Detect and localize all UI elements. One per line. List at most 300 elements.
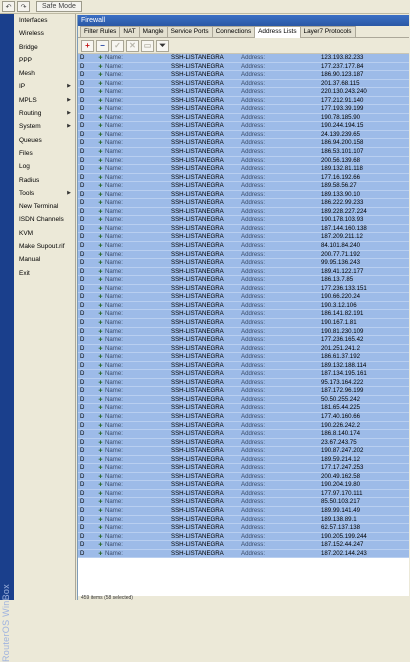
name-label: Name: bbox=[105, 293, 123, 301]
table-row[interactable] bbox=[78, 345, 409, 354]
address-cell: 190.3.12.106 bbox=[321, 301, 357, 309]
address-cell: 200.77.71.192 bbox=[321, 250, 360, 258]
table-row[interactable] bbox=[78, 285, 409, 294]
address-label: Address: bbox=[241, 207, 266, 215]
list-name-cell: SSH-LISTANEGRA bbox=[171, 71, 224, 79]
list-name-cell: SSH-LISTANEGRA bbox=[171, 464, 224, 472]
table-row[interactable] bbox=[78, 319, 409, 328]
entry-icon: ✚ bbox=[98, 140, 103, 147]
table-row[interactable] bbox=[78, 276, 409, 285]
menu-item-label: Tools bbox=[19, 189, 35, 197]
main-menu bbox=[14, 14, 76, 600]
flag-cell: D bbox=[80, 190, 85, 198]
menu-item-label: KVM bbox=[19, 229, 34, 237]
menu-item-mesh[interactable] bbox=[14, 67, 75, 80]
menu-item-label: Interfaces bbox=[19, 17, 48, 24]
tab-address-lists[interactable]: Address Lists bbox=[254, 26, 300, 38]
list-name-cell: SSH-LISTANEGRA bbox=[171, 387, 224, 395]
address-cell: 186.61.37.192 bbox=[321, 353, 360, 361]
list-name-cell: SSH-LISTANEGRA bbox=[171, 336, 224, 344]
address-cell: 62.57.137.138 bbox=[321, 524, 360, 532]
table-row[interactable] bbox=[78, 148, 409, 157]
address-cell: 190.167.1.81 bbox=[321, 318, 357, 326]
address-cell: 187.172.96.199 bbox=[321, 387, 364, 395]
chevron-right-icon: ▶ bbox=[67, 123, 71, 130]
table-row[interactable] bbox=[78, 122, 409, 131]
flag-cell: D bbox=[80, 361, 85, 369]
address-cell: 189.41.122.177 bbox=[321, 267, 364, 275]
table-row[interactable] bbox=[78, 216, 409, 225]
address-cell: 186.222.99.233 bbox=[321, 199, 364, 207]
name-label: Name: bbox=[105, 481, 123, 489]
entry-icon: ✚ bbox=[98, 499, 103, 506]
chevron-right-icon: ▶ bbox=[67, 110, 71, 117]
menu-item-ppp[interactable] bbox=[14, 54, 75, 67]
menu-item-radius[interactable] bbox=[14, 174, 75, 187]
table-row[interactable] bbox=[78, 490, 409, 499]
table-row[interactable] bbox=[78, 370, 409, 379]
flag-cell: D bbox=[80, 293, 85, 301]
menu-item-mpls[interactable] bbox=[14, 94, 75, 107]
table-row[interactable] bbox=[78, 473, 409, 482]
entry-icon: ✚ bbox=[98, 251, 103, 258]
flag-cell: D bbox=[80, 404, 85, 412]
name-label: Name: bbox=[105, 421, 123, 429]
brand-strip bbox=[0, 14, 14, 662]
table-row[interactable] bbox=[78, 328, 409, 337]
tab-nat[interactable]: NAT bbox=[119, 26, 139, 37]
list-name-cell: SSH-LISTANEGRA bbox=[171, 156, 224, 164]
address-label: Address: bbox=[241, 130, 266, 138]
comment-icon: ▭ bbox=[143, 41, 152, 50]
table-row[interactable] bbox=[78, 97, 409, 106]
flag-cell: D bbox=[80, 88, 85, 96]
address-label: Address: bbox=[241, 438, 266, 446]
address-cell: 190.244.194.15 bbox=[321, 122, 364, 130]
list-name-cell: SSH-LISTANEGRA bbox=[171, 293, 224, 301]
table-row[interactable] bbox=[78, 541, 409, 550]
table-row[interactable] bbox=[78, 191, 409, 200]
table-row[interactable] bbox=[78, 242, 409, 251]
menu-item-label: New Terminal bbox=[19, 203, 59, 211]
menu-item-exit[interactable] bbox=[14, 267, 75, 280]
name-label: Name: bbox=[105, 455, 123, 463]
table-row[interactable] bbox=[78, 533, 409, 542]
list-name-cell: SSH-LISTANEGRA bbox=[171, 430, 224, 438]
name-label: Name: bbox=[105, 113, 123, 121]
menu-item-queues[interactable] bbox=[14, 134, 75, 147]
name-label: Name: bbox=[105, 498, 123, 506]
address-cell: 189.138.89.1 bbox=[321, 515, 357, 523]
menu-item-routing[interactable] bbox=[14, 107, 75, 120]
flag-cell: D bbox=[80, 336, 85, 344]
table-row[interactable] bbox=[78, 259, 409, 268]
entry-icon: ✚ bbox=[98, 550, 103, 557]
table-row[interactable] bbox=[78, 71, 409, 80]
entry-icon: ✚ bbox=[98, 149, 103, 156]
menu-item-label: Queues bbox=[19, 136, 42, 144]
address-cell: 190.78.185.90 bbox=[321, 113, 360, 121]
menu-item-kvm[interactable] bbox=[14, 227, 75, 240]
entry-icon: ✚ bbox=[98, 217, 103, 224]
flag-cell: D bbox=[80, 370, 85, 378]
list-name-cell: SSH-LISTANEGRA bbox=[171, 489, 224, 497]
menu-item-log[interactable] bbox=[14, 160, 75, 173]
menu-item-make-supout-rif[interactable] bbox=[14, 240, 75, 253]
flag-cell: D bbox=[80, 233, 85, 241]
address-label: Address: bbox=[241, 182, 266, 190]
name-label: Name: bbox=[105, 318, 123, 326]
list-name-cell: SSH-LISTANEGRA bbox=[171, 524, 224, 532]
menu-item-manual[interactable] bbox=[14, 253, 75, 266]
table-row[interactable] bbox=[78, 413, 409, 422]
filter-icon: ⏷ bbox=[159, 40, 166, 50]
name-label: Name: bbox=[105, 259, 123, 267]
menu-item-new-terminal[interactable] bbox=[14, 200, 75, 213]
table-row[interactable] bbox=[78, 404, 409, 413]
entry-icon: ✚ bbox=[98, 422, 103, 429]
entry-icon: ✚ bbox=[98, 413, 103, 420]
name-label: Name: bbox=[105, 199, 123, 207]
table-row[interactable] bbox=[78, 88, 409, 97]
table-row[interactable] bbox=[78, 80, 409, 89]
address-cell: 177.212.91.140 bbox=[321, 96, 364, 104]
table-row[interactable] bbox=[78, 182, 409, 191]
table-row[interactable] bbox=[78, 302, 409, 311]
safe-mode-button[interactable]: Safe Mode bbox=[36, 1, 82, 12]
list-name-cell: SSH-LISTANEGRA bbox=[171, 165, 224, 173]
menu-item-ip[interactable] bbox=[14, 80, 75, 93]
tab-filter-rules[interactable]: Filter Rules bbox=[80, 26, 120, 37]
address-cell: 189.132.188.114 bbox=[321, 361, 367, 369]
address-label: Address: bbox=[241, 515, 266, 523]
list-name-cell: SSH-LISTANEGRA bbox=[171, 216, 224, 224]
list-name-cell: SSH-LISTANEGRA bbox=[171, 190, 224, 198]
tab-layer7-protocols[interactable]: Layer7 Protocols bbox=[300, 26, 356, 37]
table-row[interactable] bbox=[78, 430, 409, 439]
table-row[interactable] bbox=[78, 165, 409, 174]
address-label: Address: bbox=[241, 139, 266, 147]
flag-cell: D bbox=[80, 438, 85, 446]
menu-item-interfaces[interactable] bbox=[14, 14, 75, 27]
address-cell: 201.37.68.115 bbox=[321, 79, 360, 87]
redo-button[interactable] bbox=[17, 1, 30, 12]
enable-button[interactable] bbox=[111, 40, 124, 52]
menu-item-label: System bbox=[19, 123, 41, 131]
top-toolbar bbox=[0, 0, 409, 14]
menu-item-label: MPLS bbox=[19, 96, 37, 104]
menu-item-system[interactable] bbox=[14, 120, 75, 133]
table-row[interactable] bbox=[78, 54, 409, 63]
disable-button[interactable] bbox=[126, 40, 139, 52]
table-row[interactable] bbox=[78, 379, 409, 388]
flag-cell: D bbox=[80, 489, 85, 497]
address-label: Address: bbox=[241, 489, 266, 497]
table-row[interactable] bbox=[78, 550, 409, 559]
flag-cell: D bbox=[80, 455, 85, 463]
entry-icon: ✚ bbox=[98, 448, 103, 455]
name-label: Name: bbox=[105, 173, 123, 181]
tab-mangle[interactable]: Mangle bbox=[139, 26, 168, 37]
address-cell: 99.95.136.243 bbox=[321, 259, 360, 267]
address-label: Address: bbox=[241, 455, 266, 463]
address-cell: 200.49.162.58 bbox=[321, 472, 360, 480]
entry-icon: ✚ bbox=[98, 157, 103, 164]
list-name-cell: SSH-LISTANEGRA bbox=[171, 54, 224, 61]
tab-service-ports[interactable]: Service Ports bbox=[167, 26, 213, 37]
undo-button[interactable] bbox=[2, 1, 15, 12]
address-label: Address: bbox=[241, 370, 266, 378]
address-label: Address: bbox=[241, 224, 266, 232]
address-cell: 187.134.195.161 bbox=[321, 370, 367, 378]
flag-cell: D bbox=[80, 318, 85, 326]
entry-icon: ✚ bbox=[98, 106, 103, 113]
entry-icon: ✚ bbox=[98, 533, 103, 540]
entry-icon: ✚ bbox=[98, 294, 103, 301]
table-row[interactable] bbox=[78, 63, 409, 72]
entry-icon: ✚ bbox=[98, 482, 103, 489]
flag-cell: D bbox=[80, 472, 85, 480]
table-row[interactable] bbox=[78, 439, 409, 448]
address-cell: 189.99.141.49 bbox=[321, 506, 360, 514]
table-row[interactable] bbox=[78, 131, 409, 140]
table-row[interactable] bbox=[78, 507, 409, 516]
flag-cell: D bbox=[80, 447, 85, 455]
address-label: Address: bbox=[241, 71, 266, 79]
address-label: Address: bbox=[241, 122, 266, 130]
list-name-cell: SSH-LISTANEGRA bbox=[171, 472, 224, 480]
address-cell: 23.67.243.75 bbox=[321, 438, 357, 446]
entry-icon: ✚ bbox=[98, 345, 103, 352]
name-label: Name: bbox=[105, 353, 123, 361]
name-label: Name: bbox=[105, 79, 123, 87]
address-cell: 84.101.84.240 bbox=[321, 242, 360, 250]
entry-icon: ✚ bbox=[98, 362, 103, 369]
list-name-cell: SSH-LISTANEGRA bbox=[171, 105, 224, 113]
address-label: Address: bbox=[241, 447, 266, 455]
address-label: Address: bbox=[241, 216, 266, 224]
address-cell: 177.17.247.253 bbox=[321, 464, 364, 472]
address-label: Address: bbox=[241, 532, 266, 540]
list-name-cell: SSH-LISTANEGRA bbox=[171, 182, 224, 190]
status-bar: 459 items (58 selected) bbox=[78, 596, 410, 600]
entry-icon: ✚ bbox=[98, 354, 103, 361]
table-row[interactable] bbox=[78, 481, 409, 490]
address-cell: 50.50.255.242 bbox=[321, 395, 360, 403]
entry-icon: ✚ bbox=[98, 431, 103, 438]
list-name-cell: SSH-LISTANEGRA bbox=[171, 455, 224, 463]
table-row[interactable] bbox=[78, 362, 409, 371]
list-name-cell: SSH-LISTANEGRA bbox=[171, 88, 224, 96]
table-row[interactable] bbox=[78, 422, 409, 431]
menu-item-label: IP bbox=[19, 83, 26, 91]
address-cell: 186.53.101.107 bbox=[321, 148, 364, 156]
menu-item-wireless[interactable] bbox=[14, 27, 75, 40]
table-row[interactable] bbox=[78, 208, 409, 217]
remove-button[interactable] bbox=[96, 40, 109, 52]
table-row[interactable] bbox=[78, 225, 409, 234]
address-label: Address: bbox=[241, 233, 266, 241]
menu-item-files[interactable] bbox=[14, 147, 75, 160]
address-label: Address: bbox=[241, 412, 266, 420]
name-label: Name: bbox=[105, 515, 123, 523]
list-name-cell: SSH-LISTANEGRA bbox=[171, 267, 224, 275]
entry-icon: ✚ bbox=[98, 55, 103, 61]
list-name-cell: SSH-LISTANEGRA bbox=[171, 532, 224, 540]
table-row[interactable] bbox=[78, 464, 409, 473]
action-toolbar bbox=[78, 38, 409, 54]
flag-cell: D bbox=[80, 284, 85, 292]
address-label: Address: bbox=[241, 353, 266, 361]
entry-icon: ✚ bbox=[98, 63, 103, 70]
address-cell: 177.236.133.151 bbox=[321, 284, 367, 292]
entry-icon: ✚ bbox=[98, 80, 103, 87]
list-name-cell: SSH-LISTANEGRA bbox=[171, 506, 224, 514]
address-cell: 201.251.241.2 bbox=[321, 344, 360, 352]
flag-cell: D bbox=[80, 250, 85, 258]
list-name-cell: SSH-LISTANEGRA bbox=[171, 259, 224, 267]
list-name-cell: SSH-LISTANEGRA bbox=[171, 96, 224, 104]
flag-cell: D bbox=[80, 207, 85, 215]
chevron-right-icon: ▶ bbox=[67, 189, 71, 196]
table-row[interactable] bbox=[78, 114, 409, 123]
name-label: Name: bbox=[105, 327, 123, 335]
filter-button[interactable] bbox=[156, 40, 169, 52]
address-cell: 190.66.220.24 bbox=[321, 293, 360, 301]
menu-item-label: Make Supout.rif bbox=[19, 243, 65, 251]
menu-item-label: PPP bbox=[19, 56, 33, 64]
name-label: Name: bbox=[105, 276, 123, 284]
table-row[interactable] bbox=[78, 157, 409, 166]
name-label: Name: bbox=[105, 489, 123, 497]
table-row[interactable] bbox=[78, 268, 409, 277]
table-row[interactable] bbox=[78, 498, 409, 507]
address-label: Address: bbox=[241, 267, 266, 275]
flag-cell: D bbox=[80, 344, 85, 352]
table-row[interactable] bbox=[78, 293, 409, 302]
entry-icon: ✚ bbox=[98, 183, 103, 190]
name-label: Name: bbox=[105, 284, 123, 292]
chevron-right-icon: ▶ bbox=[67, 96, 71, 103]
menu-item-label: Exit bbox=[19, 269, 30, 277]
table-row[interactable] bbox=[78, 139, 409, 148]
menu-item-bridge[interactable] bbox=[14, 41, 75, 54]
flag-cell: D bbox=[80, 378, 85, 386]
table-row[interactable] bbox=[78, 105, 409, 114]
flag-cell: D bbox=[80, 62, 85, 70]
name-label: Name: bbox=[105, 122, 123, 130]
list-name-cell: SSH-LISTANEGRA bbox=[171, 481, 224, 489]
list-name-cell: SSH-LISTANEGRA bbox=[171, 284, 224, 292]
flag-cell: D bbox=[80, 259, 85, 267]
table-row[interactable] bbox=[78, 251, 409, 260]
table-row[interactable] bbox=[78, 233, 409, 242]
menu-item-tools[interactable] bbox=[14, 187, 75, 200]
menu-item-label: Wireless bbox=[19, 30, 44, 38]
address-cell: 190.87.247.202 bbox=[321, 447, 364, 455]
address-label: Address: bbox=[241, 54, 266, 61]
table-row[interactable] bbox=[78, 336, 409, 345]
entry-icon: ✚ bbox=[98, 311, 103, 318]
flag-cell: D bbox=[80, 216, 85, 224]
entry-icon: ✚ bbox=[98, 405, 103, 412]
entry-icon: ✚ bbox=[98, 166, 103, 173]
tab-connections[interactable]: Connections bbox=[212, 26, 256, 37]
name-label: Name: bbox=[105, 464, 123, 472]
address-cell: 177.236.165.42 bbox=[321, 336, 364, 344]
name-label: Name: bbox=[105, 370, 123, 378]
address-label: Address: bbox=[241, 310, 266, 318]
name-label: Name: bbox=[105, 447, 123, 455]
entry-icon: ✚ bbox=[98, 123, 103, 130]
table-row[interactable] bbox=[78, 456, 409, 465]
list-name-cell: SSH-LISTANEGRA bbox=[171, 113, 224, 121]
name-label: Name: bbox=[105, 182, 123, 190]
address-label: Address: bbox=[241, 165, 266, 173]
flag-cell: D bbox=[80, 310, 85, 318]
address-cell: 190.81.230.109 bbox=[321, 327, 364, 335]
table-row[interactable] bbox=[78, 199, 409, 208]
menu-item-label: Bridge bbox=[19, 43, 38, 51]
list-name-cell: SSH-LISTANEGRA bbox=[171, 370, 224, 378]
flag-cell: D bbox=[80, 549, 85, 557]
table-row[interactable] bbox=[78, 310, 409, 319]
address-label: Address: bbox=[241, 293, 266, 301]
address-list-table bbox=[78, 54, 409, 596]
table-row[interactable] bbox=[78, 396, 409, 405]
name-label: Name: bbox=[105, 54, 123, 61]
name-label: Name: bbox=[105, 88, 123, 96]
address-label: Address: bbox=[241, 301, 266, 309]
address-label: Address: bbox=[241, 549, 266, 557]
address-label: Address: bbox=[241, 472, 266, 480]
list-name-cell: SSH-LISTANEGRA bbox=[171, 378, 224, 386]
table-row[interactable] bbox=[78, 516, 409, 525]
table-row[interactable] bbox=[78, 524, 409, 533]
name-label: Name: bbox=[105, 395, 123, 403]
table-row[interactable] bbox=[78, 447, 409, 456]
entry-icon: ✚ bbox=[98, 200, 103, 207]
entry-icon: ✚ bbox=[98, 208, 103, 215]
list-name-cell: SSH-LISTANEGRA bbox=[171, 541, 224, 549]
flag-cell: D bbox=[80, 139, 85, 147]
add-button[interactable] bbox=[81, 40, 94, 52]
address-cell: 190.204.19.80 bbox=[321, 481, 360, 489]
flag-cell: D bbox=[80, 515, 85, 523]
table-row[interactable] bbox=[78, 174, 409, 183]
list-name-cell: SSH-LISTANEGRA bbox=[171, 421, 224, 429]
address-cell: 85.50.103.217 bbox=[321, 498, 360, 506]
table-row[interactable] bbox=[78, 353, 409, 362]
name-label: Name: bbox=[105, 378, 123, 386]
address-label: Address: bbox=[241, 199, 266, 207]
name-label: Name: bbox=[105, 472, 123, 480]
table-row[interactable] bbox=[78, 387, 409, 396]
entry-icon: ✚ bbox=[98, 191, 103, 198]
comment-button[interactable] bbox=[141, 40, 154, 52]
entry-icon: ✚ bbox=[98, 97, 103, 104]
menu-item-isdn-channels[interactable] bbox=[14, 213, 75, 226]
address-cell: 177.97.170.111 bbox=[321, 489, 363, 497]
name-label: Name: bbox=[105, 130, 123, 138]
list-name-cell: SSH-LISTANEGRA bbox=[171, 79, 224, 87]
flag-cell: D bbox=[80, 105, 85, 113]
address-label: Address: bbox=[241, 387, 266, 395]
name-label: Name: bbox=[105, 506, 123, 514]
address-cell: 187.202.144.243 bbox=[321, 549, 367, 557]
address-label: Address: bbox=[241, 524, 266, 532]
flag-cell: D bbox=[80, 156, 85, 164]
